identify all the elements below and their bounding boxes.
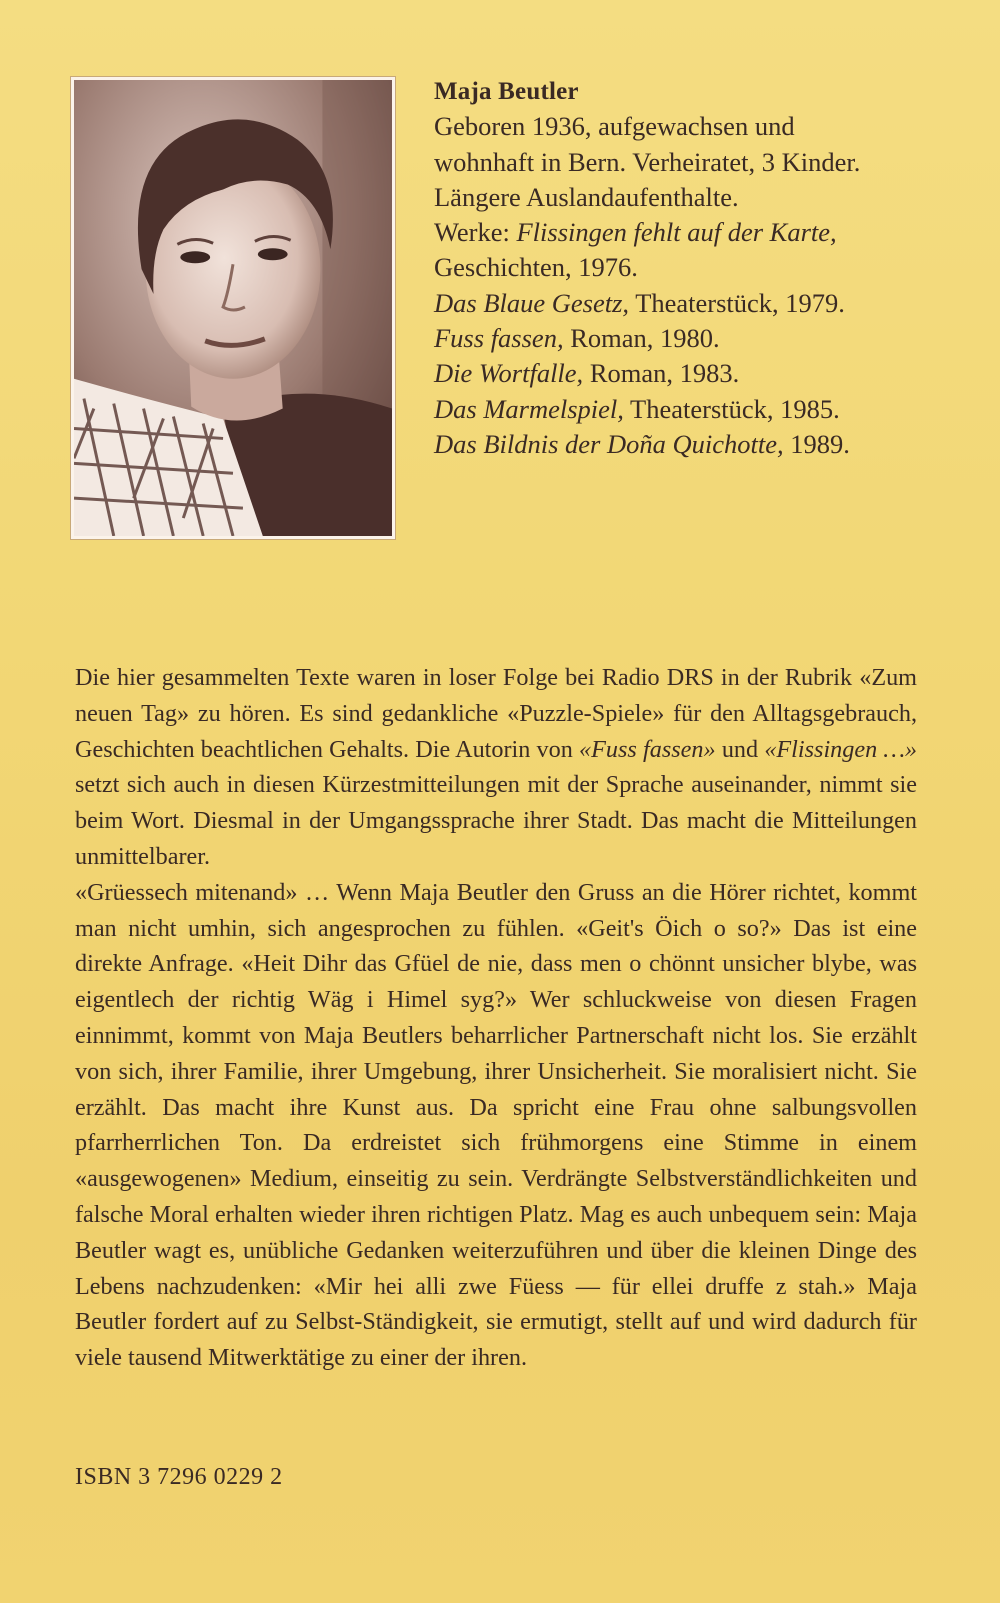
blurb-paragraph-1 bbox=[75, 660, 917, 875]
works-line bbox=[434, 427, 954, 462]
work-title: Die Wortfalle, bbox=[434, 358, 584, 389]
author-bio bbox=[434, 74, 954, 462]
bio-line: Geboren 1936, aufgewachsen und bbox=[434, 111, 795, 142]
blurb-text bbox=[75, 660, 917, 1376]
work-detail: Roman, 1980. bbox=[563, 323, 720, 354]
work-detail: Theaterstück, 1979. bbox=[629, 287, 845, 318]
blurb-text-run: setzt sich auch in diesen Kürzestmitteilungen mit der Sprache auseinander, nimmt sie beim Wort. Diesmal in der Umgangssprache ihrer Stadt. Das macht die Mitteilungen unmittelbarer. bbox=[75, 771, 917, 870]
works-line bbox=[434, 321, 954, 356]
work-title: Das Bildnis der Doña Quichotte, bbox=[434, 428, 784, 459]
work-detail: Theaterstück, 1985. bbox=[623, 393, 840, 424]
bio-line: wohnhaft in Bern. Verheiratet, 3 Kinder. bbox=[434, 146, 861, 177]
works-line bbox=[434, 392, 954, 427]
author-name: Maja Beutler bbox=[434, 78, 579, 105]
work-title: Fuss fassen, bbox=[434, 323, 564, 354]
work-title: Flissingen fehlt auf der Karte, bbox=[516, 217, 837, 248]
work-detail: Geschichten, 1976. bbox=[434, 252, 638, 283]
works-label: Werke: bbox=[434, 217, 517, 248]
book-title: «Flissingen …» bbox=[764, 735, 917, 763]
author-portrait bbox=[70, 76, 396, 540]
book-title: «Fuss fassen» bbox=[579, 735, 716, 763]
work-detail: Roman, 1983. bbox=[583, 358, 740, 389]
work-detail: 1989. bbox=[783, 428, 850, 459]
works-line bbox=[434, 250, 954, 285]
works-line bbox=[434, 356, 954, 391]
work-title: Das Marmelspiel, bbox=[434, 393, 624, 424]
bio-line: Längere Auslandaufenthalte. bbox=[434, 181, 739, 212]
works-line bbox=[434, 286, 954, 321]
portrait-photo-icon bbox=[74, 80, 392, 536]
work-title: Das Blaue Gesetz, bbox=[434, 287, 630, 318]
blurb-text-run: und bbox=[715, 735, 765, 763]
isbn-number: ISBN 3 7296 0229 2 bbox=[75, 1464, 283, 1490]
blurb-paragraph-2: «Grüessech mitenand» … Wenn Maja Beutler den Gruss an die Hörer richtet, kommt man nicht umhin, sich angesprochen zu fühlen. «Geit's Öich o so?» Das ist eine direkte Anfrage. «Heit Dihr das Gfüel de nie, dass men o chönnt unsicher blybe, was eigentlech der richtig Wäg i Himel syg?» Wer schluckweise von diesen Fragen einnimmt, kommt von Maja Beutlers beharrlicher Partnerschaft nicht los. Sie erzählt von sich, ihrer Familie, ihrer Umgebung, ihrer Unsicherheit. Sie moralisiert nicht. Sie erzählt. Das macht ihre Kunst aus. Da spricht eine Frau ohne salbungsvollen pfarrherrlichen Ton. Da erdreistet sich frühmorgens eine Stimme in einem «ausgewogenen» Medium, einseitig zu sein. Verdrängte Selbstverständlichkeiten und falsche Moral erhalten wieder ihren richtigen Platz. Mag es auch unbequem sein: Maja Beutler wagt es, unübliche Gedanken weiterzuführen und über die kleinen Dinge des Lebens nachzudenken: «Mir hei alli zwe Füess — für ellei druffe z stah.» Maja Beutler fordert auf zu Selbst-Ständigkeit, sie ermutigt, stellt auf und wird dadurch für viele tausend Mitwerktätige zu einer der ihren. bbox=[75, 878, 917, 1372]
works-line bbox=[434, 215, 954, 250]
blurb-text-run: Die hier gesammelten Texte waren in loser Folge bei Radio DRS in der Rubrik «Zum neuen Tag» zu hören. Es sind gedankliche «Puzzle-Spiele» für den Alltagsgebrauch, Geschichten beachtlichen Gehalts. Die Autorin von bbox=[75, 664, 917, 763]
